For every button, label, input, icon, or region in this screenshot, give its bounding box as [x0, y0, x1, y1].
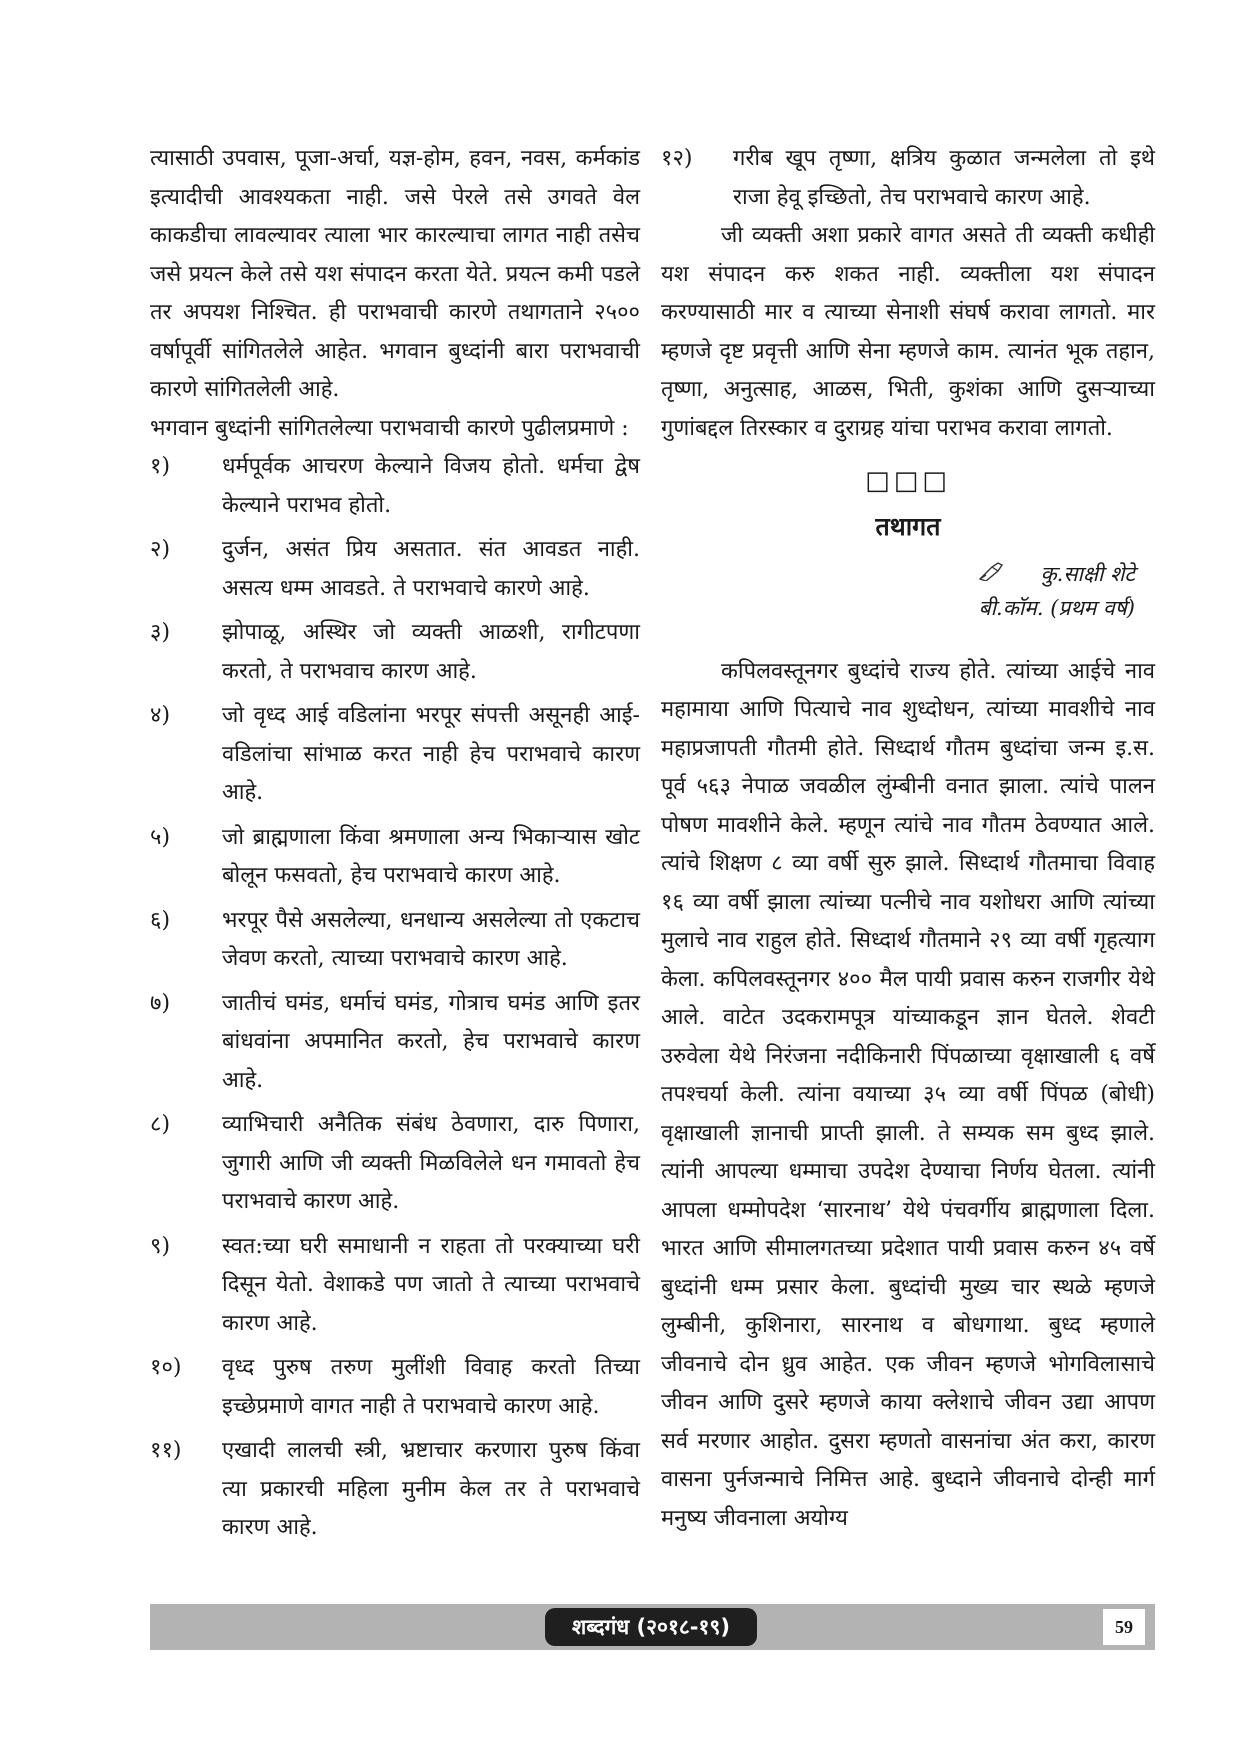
list-item-number: ११)	[150, 1438, 182, 1463]
footer-bar	[150, 1604, 1155, 1650]
author-name: कु.साक्षी शेटे	[1040, 561, 1135, 586]
page-number: 59	[1103, 1609, 1145, 1645]
list-item-number: २)	[150, 537, 171, 562]
reasons-lead: भगवान बुध्दांनी सांगितलेल्या पराभवाची कारणे पुढीलप्रमाणे :	[150, 415, 629, 441]
list-item	[150, 531, 640, 608]
list-item-text: जातीचं घमंड, धर्माचं घमंड, गोत्राच घमंड आणि इतर बांधवांना अपमानित करतो, हेच पराभवाचे कारण आहे.	[222, 990, 640, 1093]
list-item	[661, 140, 1155, 217]
list-item-text: जो ब्राह्मणाला किंवा श्रमणाला अन्य भिकाऱ्यास खोट बोलून फसवतो, हेच पराभवाचे कारण आहे.	[222, 824, 640, 888]
reasons-list	[150, 448, 640, 1548]
list-item-text: स्वत:च्या घरी समाधानी न राहता तो परक्याच्या घरी दिसून येतो. वेशाकडे पण जातो ते त्याच्या पराभवाचे कारण आहे.	[222, 1233, 640, 1336]
list-item-text: धर्मपूर्वक आचरण केल्याने विजय होतो. धर्मचा द्वेष केल्याने पराभव होतो.	[222, 454, 640, 518]
list-item	[150, 1349, 640, 1426]
list-item	[150, 1432, 640, 1548]
section-divider: □□□	[865, 466, 951, 496]
right-column	[661, 140, 1155, 1538]
list-item-text: जो वृध्द आई वडिलांना भरपूर संपत्ती असूनही आई-वडिलांचा सांभाळ करत नाही हेच पराभवाचे कारण आहे.	[222, 703, 640, 805]
list-item-number: ९)	[150, 1233, 171, 1259]
list-item-text: भरपूर पैसे असलेल्या, धनधान्य असलेल्या तो एकटाच जेवण करतो, त्याच्या पराभवाचे कारण आहे.	[222, 907, 640, 971]
list-item	[150, 697, 640, 813]
list-item-number: ५)	[150, 824, 171, 850]
list-item-text: वृध्द पुरुष तरुण मुलींशी विवाह करतो तिच्या इच्छेप्रमाणे वागत नाही ते पराभवाचे कारण आहे.	[222, 1355, 640, 1419]
list-item-number: ६)	[150, 907, 171, 933]
author-class: बी.कॉम. (प्रथम वर्ष)	[978, 595, 1135, 620]
article-body: कपिलवस्तूनगर बुध्दांचे राज्य होते. त्यांच्या आईचे नाव महामाया आणि पित्याचे नाव शुध्दोधन, त्यांच्या मावशीचे नाव महाप्रजापती गौतमी होते. सिध्दार्थ गौतम बुध्दांचा जन्म इ.स. पूर्व ५६३ नेपाळ जवळील लुंम्बीनी वनात झाला. त्यांचे पालन पोषण मावशीने केले. म्हणून त्यांचे नाव गौतम ठेवण्यात आले. त्यांचे शिक्षण ८ व्या वर्षी सुरु झाले. सिध्दार्थ गौतमाचा विवाह १६ व्या वर्षी झाला त्यांच्या पत्नीचे नाव यशोधरा आणि त्यांच्या मुलाचे नाव राहुल होते. सिध्दार्थ गौतमाने २९ व्या वर्षी गृहत्याग केला. कपिलवस्तूनगर ४०० मैल पायी प्रवास करुन राजगीर येथे आले. वाटेत उदकरामपूत्र यांच्याकडून ज्ञान घेतले. शेवटी उरुवेला येथे निरंजना नदीकिनारी पिंपळाच्या वृक्षाखाली ६ वर्षे तपश्चर्या केली. त्यांना वयाच्या ३५ व्या वर्षी पिंपळ (बोधी) वृक्षाखाली ज्ञानाची प्राप्ती झाली. ते सम्यक सम बुध्द झाले. त्यांनी आपल्या धम्माचा उपदेश देण्याचा निर्णय घेतला. त्यांनी आपला धम्मोपदेश ‘सारनाथ’ येथे पंचवर्गीय ब्राह्मणाला दिला. भारत आणि सीमालगतच्या प्रदेशात पायी प्रवास करुन ४५ वर्षे बुध्दांनी धम्म प्रसार केला. बुध्दांची मुख्य चार स्थळे म्हणजे लुम्बीनी, कुशिनारा, सारनाथ व बोधगाथा. बुध्द म्हणाले जीवनाचे दोन ध्रुव आहेत. एक जीवन म्हणजे भोगविलासाचे जीवन आणि दुसरे म्हणजे काया क्लेशाचे जीवन उद्या आपण सर्व मरणार आहोत. दुसरा म्हणतो वासनांचा अंत करा, कारण वासना पुर्नजन्माचे निमित्त आहे. बुध्दाने जीवनाचे दोन्ही मार्ग मनुष्य जीवनाला अयोग्य	[661, 658, 1155, 1531]
list-item-text: व्याभिचारी अनैतिक संबंध ठेवणारा, दारु पिणारा, जुगारी आणि जी व्यक्ती मिळविलेले धन गमावतो हेच पराभवाचे कारण आहे.	[222, 1112, 640, 1214]
left-column	[150, 140, 640, 1548]
list-item	[150, 819, 640, 896]
list-item-number: १२)	[661, 146, 693, 171]
list-item-number: १०)	[150, 1355, 182, 1380]
publication-title: शब्दगंध (२०१८-१९)	[545, 1608, 757, 1646]
list-item	[150, 1228, 640, 1344]
list-item-number: १)	[150, 454, 171, 479]
list-item-number: ३)	[150, 620, 171, 645]
list-item	[150, 1106, 640, 1222]
list-item-number: ७)	[150, 990, 171, 1016]
conclusion-paragraph: जी व्यक्ती अशा प्रकारे वागत असते ती व्यक्ती कधीही यश संपादन करु शकत नाही. व्यक्तीला यश संपादन करण्यासाठी मार व त्याच्या सेनाशी संघर्ष करावा लागतो. मार म्हणजे दृष्ट प्रवृत्ती आणि सेना म्हणजे काम. त्यानंत भूक तहान, तृष्णा, अनुत्साह, आळस, भिती, कुशंका आणि दुसऱ्याच्या गुणांबद्दल तिरस्कार व दुराग्रह यांचा पराभव करावा लागतो.	[661, 223, 1155, 441]
author-block	[661, 557, 1155, 625]
pen-nib-icon	[978, 562, 1011, 586]
list-item-text: झोपाळू, अस्थिर जो व्यक्ती आळशी, रागीटपणा करतो, ते पराभवाच कारण आहे.	[222, 620, 640, 684]
list-item	[150, 985, 640, 1101]
list-item	[150, 448, 640, 525]
list-item	[150, 614, 640, 691]
list-item-text: दुर्जन, असंत प्रिय असतात. संत आवडत नाही. असत्य धम्म आवडते. ते पराभवाचे कारणे आहे.	[222, 537, 640, 601]
list-item-text: एखादी लालची स्त्री, भ्रष्टाचार करणारा पुरुष किंवा त्या प्रकारची महिला मुनीम केल तर ते पराभवाचे कारण आहे.	[222, 1438, 640, 1540]
list-item	[150, 902, 640, 979]
list-item-number: ४)	[150, 703, 171, 728]
list-item-text: गरीब खूप तृष्णा, क्षत्रिय कुळात जन्मलेला तो इथे राजा हेवू इच्छितो, तेच पराभवाचे कारण आहे.	[733, 146, 1155, 210]
intro-paragraph: त्यासाठी उपवास, पूजा-अर्चा, यज्ञ-होम, हवन, नवस, कर्मकांड इत्यादीची आवश्यकता नाही. जसे पेरले तसे उगवते वेल काकडीचा लावल्यावर त्याला भार कारल्याचा लागत नाही तसेच जसे प्रयत्न केले तसे यश संपादन करता येते. प्रयत्न कमी पडले तर अपयश निश्चित. ही पराभवाची कारणे तथागताने २५०० वर्षापूर्वी सांगितलेले आहेत. भगवान बुध्दांनी बारा पराभवाची कारणे सांगितलेली आहे.	[150, 146, 640, 402]
list-item-number: ८)	[150, 1112, 171, 1137]
article-title: तथागत	[875, 512, 941, 541]
